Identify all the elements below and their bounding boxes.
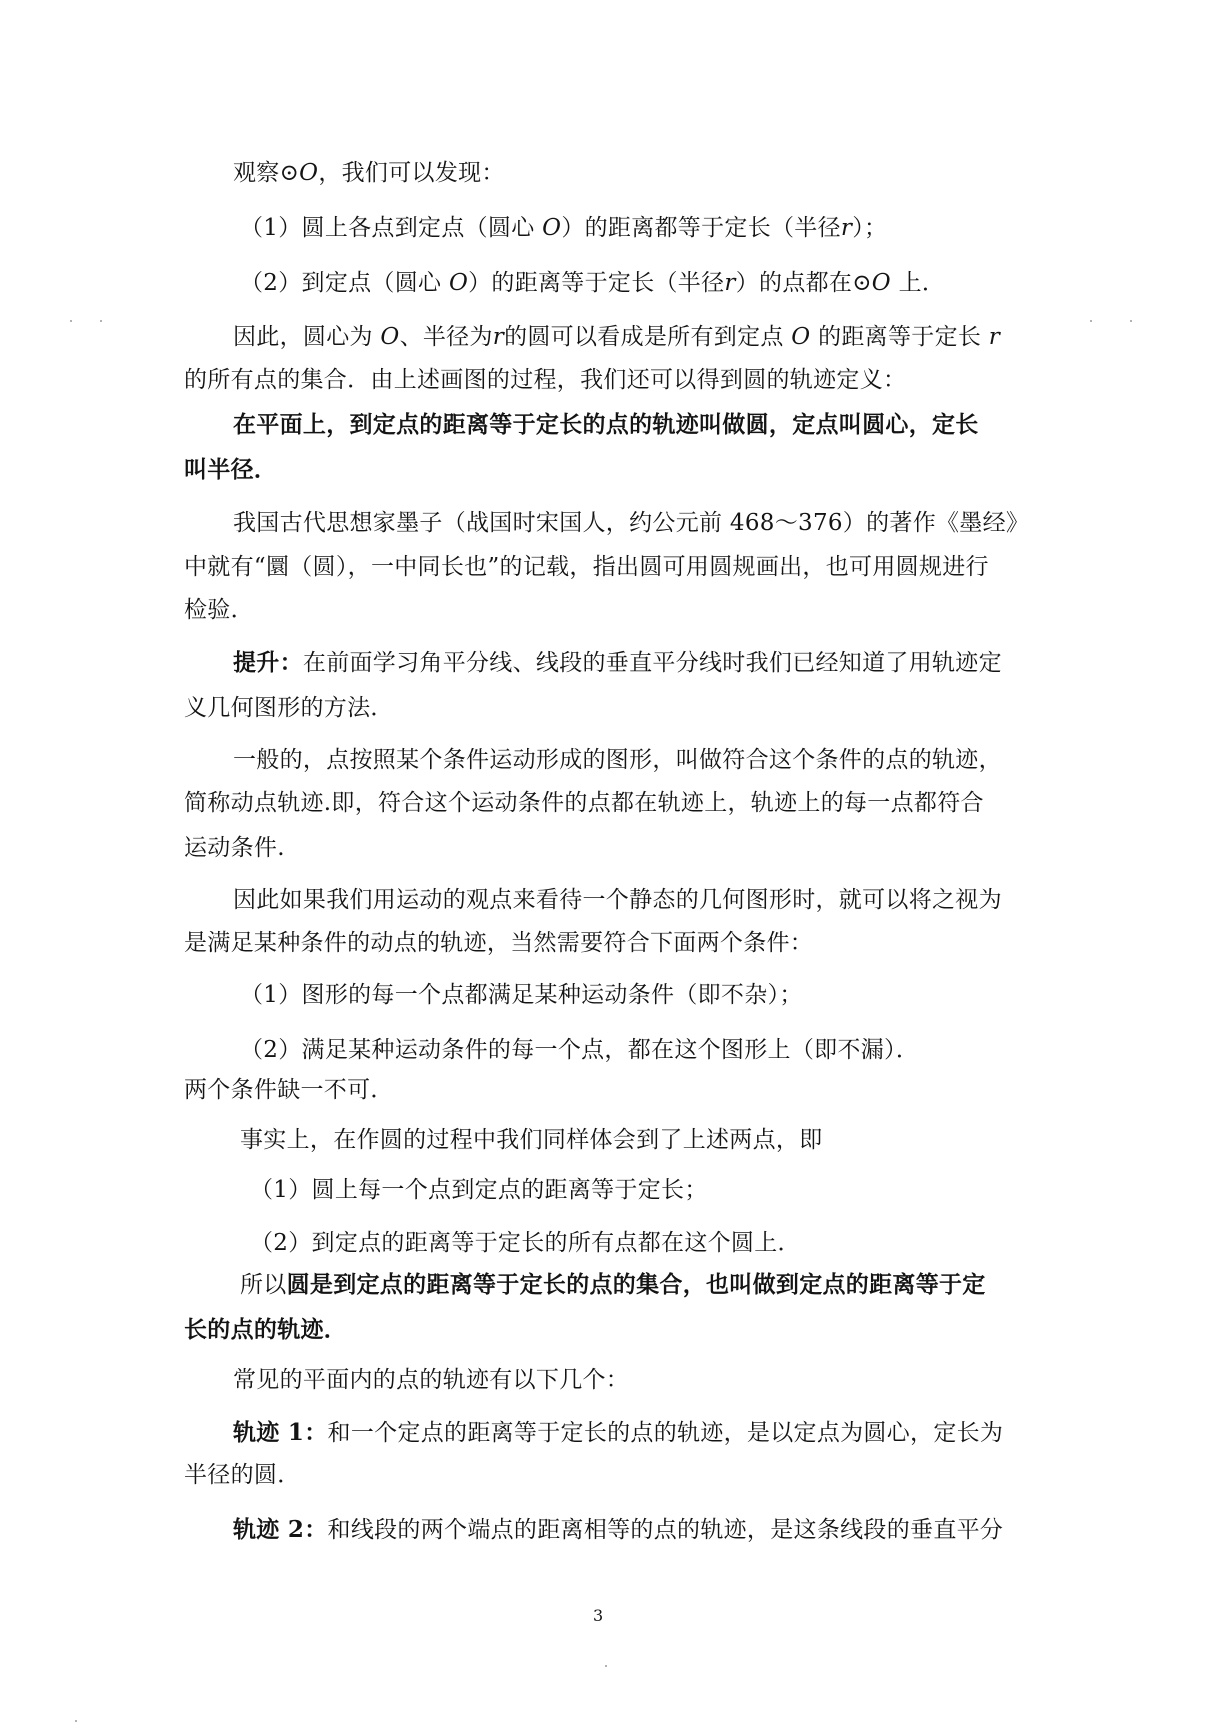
text-run: 的所有点的集合．由上述画图的过程，我们还可以得到圆的轨迹定义：	[184, 367, 907, 393]
text-run: 的圆可以看成是所有到定点	[504, 324, 792, 350]
text-run: 所以	[240, 1272, 287, 1298]
text-line	[240, 213, 887, 243]
text-run: 检验．	[184, 597, 254, 623]
text-line	[233, 158, 505, 188]
text-run: 中就有“圜（圆），一中同长也”的记载，指出圆可用圆规画出，也可用圆规进行	[184, 554, 989, 580]
scan-speck	[605, 1665, 607, 1667]
text-run: 事实上，在作圆的过程中我们同样体会到了上述两点，即	[240, 1127, 823, 1153]
text-run: 义几何图形的方法．	[184, 695, 394, 721]
text-run: 在前面学习角平分线、线段的垂直平分线时我们已经知道了用轨迹定	[302, 650, 1002, 676]
math-symbol: r	[724, 270, 736, 296]
text-line	[184, 365, 906, 395]
text-run: 运动条件.	[184, 835, 285, 861]
text-line	[240, 1270, 986, 1300]
text-run: 、半径为	[399, 324, 493, 350]
text-run: ）的点都在⊙	[735, 270, 872, 296]
text-line	[233, 745, 1002, 775]
bold-text: 长的点的轨迹．	[184, 1316, 348, 1343]
math-symbol: O	[448, 270, 469, 296]
text-run: 我国古代思想家墨子（战国时宋国人，约公元前 468～376）的著作《墨经》	[233, 510, 1030, 536]
text-line	[233, 885, 1002, 915]
text-line	[184, 1315, 347, 1345]
text-line	[250, 1175, 708, 1205]
bold-text: 叫半径．	[184, 456, 278, 483]
scan-speck	[100, 320, 102, 322]
scan-speck	[1090, 320, 1092, 322]
text-run: 是满足某种条件的动点的轨迹，当然需要符合下面两个条件：	[184, 930, 814, 956]
scan-speck	[70, 320, 72, 322]
text-line	[184, 928, 813, 958]
text-line	[240, 980, 803, 1010]
text-line	[233, 508, 1029, 538]
math-symbol: O	[542, 215, 562, 241]
text-line	[184, 552, 989, 582]
text-line	[233, 648, 1002, 678]
text-run: （2）到定点（圆心	[240, 270, 449, 296]
text-line	[184, 788, 984, 818]
text-run: 一般的，点按照某个条件运动形成的图形，叫做符合这个条件的点的轨迹，	[233, 747, 1002, 773]
text-run: 和线段的两个端点的距离相等的点的轨迹，是这条线段的垂直平分	[327, 1517, 1004, 1543]
text-run: 半径的圆．	[184, 1462, 301, 1488]
text-run: 常见的平面内的点的轨迹有以下几个：	[233, 1367, 630, 1393]
text-line	[233, 410, 979, 440]
text-line	[240, 1125, 823, 1155]
text-run: 因此，圆心为	[233, 324, 381, 350]
text-line	[184, 595, 254, 625]
bold-text: 轨迹 1：	[233, 1419, 328, 1446]
text-line	[250, 1228, 801, 1258]
text-run: ）的距离等于定长（半径	[468, 270, 725, 296]
text-line	[184, 455, 277, 485]
bold-text: 圆是到定点的距离等于定长的点的集合，也叫做到定点的距离等于定	[286, 1271, 986, 1298]
text-run: 简称动点轨迹.即，符合这个运动条件的点都在轨迹上，轨迹上的每一点都符合	[184, 790, 984, 816]
text-run: （1）圆上每一个点到定点的距离等于定长；	[250, 1177, 708, 1203]
math-symbol: O	[299, 160, 319, 186]
text-run: 观察⊙	[233, 160, 300, 186]
text-run: 和一个定点的距离等于定长的点的轨迹，是以定点为圆心，定长为	[327, 1420, 1004, 1446]
text-line	[240, 1035, 919, 1065]
text-line	[184, 693, 394, 723]
bold-text: 在平面上，到定点的距离等于定长的点的轨迹叫做圆，定点叫圆心，定长	[233, 411, 979, 438]
text-line	[184, 1075, 394, 1105]
math-symbol: O	[380, 324, 400, 350]
bold-text: 轨迹 2：	[233, 1516, 328, 1543]
text-line	[233, 1515, 1003, 1545]
text-line	[240, 268, 945, 298]
math-symbol: r	[840, 215, 853, 241]
text-run: 的距离等于定长	[810, 324, 989, 350]
text-run: （1）圆上各点到定点（圆心	[240, 215, 543, 241]
text-run: 上．	[890, 270, 946, 296]
text-line	[184, 1460, 301, 1490]
text-run: （1）图形的每一个点都满足某种运动条件（即不杂）；	[240, 982, 803, 1008]
text-run: （2）到定点的距离等于定长的所有点都在这个圆上．	[250, 1230, 801, 1256]
text-line	[233, 1418, 1003, 1448]
text-run: 因此如果我们用运动的观点来看待一个静态的几何图形时，就可以将之视为	[233, 887, 1002, 913]
text-run: ）；	[852, 215, 888, 241]
text-line	[184, 833, 285, 863]
math-symbol: O	[871, 270, 891, 296]
text-line	[233, 1365, 629, 1395]
scan-speck	[1130, 320, 1132, 322]
math-symbol: O	[791, 324, 811, 350]
math-symbol: r	[492, 324, 505, 350]
text-line	[233, 322, 1000, 352]
page-number: 3	[593, 1606, 604, 1625]
bold-text: 提升：	[233, 649, 303, 676]
text-run: ，我们可以发现：	[318, 160, 505, 186]
text-run: 两个条件缺一不可．	[184, 1077, 394, 1103]
math-symbol: r	[988, 324, 1001, 350]
scan-speck	[75, 1720, 77, 1722]
text-run: ）的距离都等于定长（半径	[561, 215, 841, 241]
text-run: （2）满足某种运动条件的每一个点，都在这个图形上（即不漏）．	[240, 1037, 920, 1063]
